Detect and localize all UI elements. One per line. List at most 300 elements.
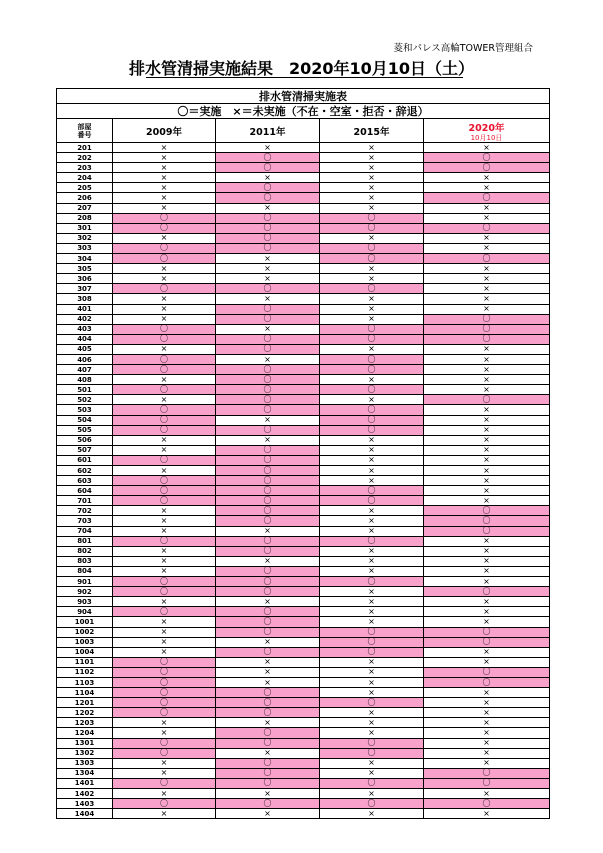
not-done-mark: ×	[483, 596, 490, 606]
status-done-cell	[113, 324, 216, 334]
status-not-done-cell	[113, 163, 216, 173]
room-number: 702	[57, 506, 113, 516]
table-row	[57, 637, 550, 647]
status-not-done-cell	[424, 809, 550, 819]
room-number: 1102	[57, 667, 113, 677]
done-mark: 〇	[263, 647, 272, 657]
status-not-done-cell	[320, 506, 424, 516]
not-done-mark: ×	[160, 516, 168, 526]
not-done-mark: ×	[483, 344, 490, 354]
done-mark: 〇	[263, 374, 272, 384]
status-not-done-cell	[424, 708, 550, 718]
done-mark: 〇	[263, 768, 272, 778]
status-not-done-cell	[320, 667, 424, 677]
room-number: 507	[57, 445, 113, 455]
room-number: 602	[57, 466, 113, 476]
status-not-done-cell	[216, 667, 320, 677]
not-done-mark: ×	[483, 304, 490, 314]
done-mark: 〇	[482, 586, 491, 596]
not-done-mark: ×	[264, 324, 271, 334]
not-done-mark: ×	[264, 657, 271, 667]
done-mark: 〇	[367, 627, 376, 637]
status-done-cell	[216, 627, 320, 637]
not-done-mark: ×	[160, 142, 168, 152]
status-not-done-cell	[320, 597, 424, 607]
status-not-done-cell	[424, 466, 550, 476]
done-mark: 〇	[160, 324, 168, 334]
status-done-cell	[320, 799, 424, 809]
room-number: 501	[57, 385, 113, 395]
status-done-cell	[216, 496, 320, 506]
status-done-cell	[113, 365, 216, 375]
room-number: 506	[57, 435, 113, 445]
room-number: 1301	[57, 738, 113, 748]
status-done-cell	[424, 637, 550, 647]
done-mark: 〇	[367, 354, 376, 364]
done-mark: 〇	[482, 526, 491, 536]
not-done-mark: ×	[368, 445, 375, 455]
not-done-mark: ×	[368, 374, 375, 384]
table-row	[57, 183, 550, 193]
table-row	[57, 143, 550, 153]
room-number: 203	[57, 163, 113, 173]
status-not-done-cell	[424, 344, 550, 354]
status-done-cell	[113, 254, 216, 264]
status-done-cell	[113, 667, 216, 677]
table-row	[57, 789, 550, 799]
done-mark: 〇	[160, 798, 168, 808]
not-done-mark: ×	[483, 808, 490, 818]
status-not-done-cell	[113, 809, 216, 819]
done-mark: 〇	[263, 616, 272, 626]
status-not-done-cell	[424, 243, 550, 253]
done-mark: 〇	[160, 738, 168, 748]
done-mark: 〇	[263, 404, 272, 414]
status-not-done-cell	[113, 758, 216, 768]
not-done-mark: ×	[483, 283, 490, 293]
room-number: 1002	[57, 627, 113, 637]
status-done-cell	[216, 365, 320, 375]
status-done-cell	[216, 405, 320, 415]
done-mark: 〇	[263, 697, 272, 707]
table-row	[57, 294, 550, 304]
status-not-done-cell	[113, 375, 216, 385]
done-mark: 〇	[367, 243, 376, 253]
room-number: 904	[57, 607, 113, 617]
status-done-cell	[113, 607, 216, 617]
room-number: 1103	[57, 677, 113, 687]
room-number: 901	[57, 577, 113, 587]
status-done-cell	[320, 213, 424, 223]
not-done-mark: ×	[368, 394, 375, 404]
done-mark: 〇	[367, 778, 376, 788]
not-done-mark: ×	[368, 606, 375, 616]
not-done-mark: ×	[264, 667, 271, 677]
status-done-cell	[320, 223, 424, 233]
status-done-cell	[216, 698, 320, 708]
done-mark: 〇	[263, 727, 272, 737]
table-row	[57, 809, 550, 819]
status-done-cell	[113, 799, 216, 809]
room-number: 502	[57, 395, 113, 405]
not-done-mark: ×	[483, 576, 490, 586]
status-not-done-cell	[113, 546, 216, 556]
status-not-done-cell	[113, 768, 216, 778]
not-done-mark: ×	[368, 546, 375, 556]
not-done-mark: ×	[483, 758, 490, 768]
room-number: 307	[57, 284, 113, 294]
not-done-mark: ×	[264, 203, 271, 213]
room-number: 1303	[57, 758, 113, 768]
not-done-mark: ×	[368, 788, 375, 798]
status-not-done-cell	[113, 627, 216, 637]
status-not-done-cell	[320, 566, 424, 576]
status-not-done-cell	[320, 809, 424, 819]
status-not-done-cell	[216, 809, 320, 819]
status-not-done-cell	[320, 203, 424, 213]
status-not-done-cell	[424, 748, 550, 758]
status-done-cell	[216, 587, 320, 597]
done-mark: 〇	[263, 758, 272, 768]
done-mark: 〇	[263, 334, 272, 344]
room-number: 403	[57, 324, 113, 334]
not-done-mark: ×	[160, 616, 168, 626]
done-mark: 〇	[482, 677, 491, 687]
room-number: 405	[57, 344, 113, 354]
not-done-mark: ×	[160, 394, 168, 404]
status-done-cell	[424, 667, 550, 677]
status-done-cell	[320, 778, 424, 788]
status-done-cell	[113, 577, 216, 587]
done-mark: 〇	[367, 364, 376, 374]
not-done-mark: ×	[160, 566, 168, 576]
table-row	[57, 264, 550, 274]
table-row	[57, 153, 550, 163]
table-row	[57, 193, 550, 203]
status-done-cell	[320, 284, 424, 294]
table-row	[57, 395, 550, 405]
status-not-done-cell	[113, 789, 216, 799]
done-mark: 〇	[263, 536, 272, 546]
status-done-cell	[424, 395, 550, 405]
done-mark: 〇	[263, 193, 272, 203]
not-done-mark: ×	[368, 293, 375, 303]
not-done-mark: ×	[160, 637, 168, 647]
table-row	[57, 768, 550, 778]
not-done-mark: ×	[483, 697, 490, 707]
table-row	[57, 354, 550, 364]
room-number: 208	[57, 213, 113, 223]
not-done-mark: ×	[483, 738, 490, 748]
done-mark: 〇	[482, 324, 491, 334]
table-row	[57, 314, 550, 324]
not-done-mark: ×	[368, 616, 375, 626]
status-not-done-cell	[320, 435, 424, 445]
done-mark: 〇	[367, 576, 376, 586]
not-done-mark: ×	[368, 142, 375, 152]
room-number: 801	[57, 536, 113, 546]
status-done-cell	[113, 385, 216, 395]
done-mark: 〇	[263, 465, 272, 475]
status-done-cell	[424, 314, 550, 324]
status-not-done-cell	[216, 526, 320, 536]
not-done-mark: ×	[483, 263, 490, 273]
status-done-cell	[424, 223, 550, 233]
not-done-mark: ×	[483, 203, 490, 213]
status-done-cell	[424, 193, 550, 203]
done-mark: 〇	[482, 798, 491, 808]
status-done-cell	[113, 708, 216, 718]
not-done-mark: ×	[160, 627, 168, 637]
status-done-cell	[216, 314, 320, 324]
room-number: 1004	[57, 647, 113, 657]
status-not-done-cell	[216, 637, 320, 647]
room-number: 202	[57, 153, 113, 163]
table-row	[57, 425, 550, 435]
status-done-cell	[216, 304, 320, 314]
status-done-cell	[113, 415, 216, 425]
not-done-mark: ×	[483, 435, 490, 445]
not-done-mark: ×	[160, 304, 168, 314]
not-done-mark: ×	[160, 505, 168, 515]
column-header-2015: 2015年	[320, 119, 424, 143]
status-done-cell	[113, 688, 216, 698]
status-done-cell	[320, 536, 424, 546]
status-done-cell	[216, 476, 320, 486]
done-mark: 〇	[160, 697, 168, 707]
column-header-2009: 2009年	[113, 119, 216, 143]
table-row	[57, 526, 550, 536]
column-header-2011: 2011年	[216, 119, 320, 143]
not-done-mark: ×	[483, 425, 490, 435]
status-not-done-cell	[424, 476, 550, 486]
not-done-mark: ×	[368, 808, 375, 818]
room-number: 802	[57, 546, 113, 556]
done-mark: 〇	[263, 394, 272, 404]
room-number: 804	[57, 566, 113, 576]
table-row	[57, 799, 550, 809]
room-number: 503	[57, 405, 113, 415]
done-mark: 〇	[482, 253, 491, 263]
not-done-mark: ×	[483, 495, 490, 505]
status-not-done-cell	[424, 566, 550, 576]
status-not-done-cell	[424, 445, 550, 455]
not-done-mark: ×	[160, 172, 168, 182]
status-done-cell	[216, 708, 320, 718]
not-done-mark: ×	[160, 465, 168, 475]
not-done-mark: ×	[160, 182, 168, 192]
status-not-done-cell	[216, 274, 320, 284]
status-not-done-cell	[424, 173, 550, 183]
not-done-mark: ×	[264, 556, 271, 566]
not-done-mark: ×	[483, 717, 490, 727]
not-done-mark: ×	[483, 536, 490, 546]
room-number: 1304	[57, 768, 113, 778]
table-row	[57, 213, 550, 223]
table-row	[57, 617, 550, 627]
not-done-mark: ×	[368, 162, 375, 172]
not-done-mark: ×	[160, 647, 168, 657]
status-not-done-cell	[113, 294, 216, 304]
done-mark: 〇	[367, 334, 376, 344]
not-done-mark: ×	[483, 415, 490, 425]
not-done-mark: ×	[368, 556, 375, 566]
table-row	[57, 556, 550, 566]
status-not-done-cell	[320, 173, 424, 183]
status-done-cell	[216, 799, 320, 809]
status-done-cell	[113, 738, 216, 748]
status-not-done-cell	[216, 203, 320, 213]
not-done-mark: ×	[160, 556, 168, 566]
status-not-done-cell	[113, 526, 216, 536]
room-number: 302	[57, 233, 113, 243]
status-done-cell	[216, 385, 320, 395]
status-not-done-cell	[424, 758, 550, 768]
not-done-mark: ×	[368, 505, 375, 515]
room-number: 603	[57, 476, 113, 486]
status-not-done-cell	[424, 213, 550, 223]
done-mark: 〇	[263, 566, 272, 576]
room-number: 1204	[57, 728, 113, 738]
column-header-2020-date: 10月10日	[470, 133, 503, 142]
status-not-done-cell	[424, 496, 550, 506]
status-done-cell	[216, 516, 320, 526]
status-done-cell	[424, 516, 550, 526]
status-not-done-cell	[113, 193, 216, 203]
not-done-mark: ×	[483, 364, 490, 374]
status-done-cell	[113, 425, 216, 435]
status-not-done-cell	[424, 556, 550, 566]
done-mark: 〇	[482, 516, 491, 526]
table-row	[57, 667, 550, 677]
done-mark: 〇	[160, 677, 168, 687]
table-row	[57, 203, 550, 213]
done-mark: 〇	[263, 182, 272, 192]
done-mark: 〇	[160, 425, 168, 435]
status-done-cell	[216, 768, 320, 778]
done-mark: 〇	[367, 647, 376, 657]
not-done-mark: ×	[264, 293, 271, 303]
not-done-mark: ×	[483, 142, 490, 152]
status-not-done-cell	[216, 143, 320, 153]
status-done-cell	[113, 476, 216, 486]
not-done-mark: ×	[483, 273, 490, 283]
status-done-cell	[216, 688, 320, 698]
not-done-mark: ×	[483, 404, 490, 414]
not-done-mark: ×	[264, 748, 271, 758]
done-mark: 〇	[367, 495, 376, 505]
status-not-done-cell	[216, 556, 320, 566]
status-done-cell	[216, 334, 320, 344]
done-mark: 〇	[482, 152, 491, 162]
done-mark: 〇	[263, 344, 272, 354]
status-done-cell	[216, 395, 320, 405]
not-done-mark: ×	[483, 485, 490, 495]
done-mark: 〇	[160, 283, 168, 293]
done-mark: 〇	[263, 283, 272, 293]
status-done-cell	[424, 324, 550, 334]
status-not-done-cell	[113, 314, 216, 324]
status-done-cell	[320, 243, 424, 253]
status-not-done-cell	[424, 738, 550, 748]
done-mark: 〇	[160, 707, 168, 717]
not-done-mark: ×	[368, 172, 375, 182]
not-done-mark: ×	[368, 758, 375, 768]
page-title: 排水管清掃実施結果 2020年10月10日（土）	[128, 59, 475, 78]
status-not-done-cell	[113, 203, 216, 213]
status-done-cell	[216, 233, 320, 243]
not-done-mark: ×	[160, 152, 168, 162]
not-done-mark: ×	[160, 808, 168, 818]
status-not-done-cell	[320, 546, 424, 556]
done-mark: 〇	[263, 505, 272, 515]
table-row	[57, 688, 550, 698]
status-not-done-cell	[216, 264, 320, 274]
status-not-done-cell	[424, 415, 550, 425]
status-not-done-cell	[113, 344, 216, 354]
room-number: 1203	[57, 718, 113, 728]
done-mark: 〇	[367, 738, 376, 748]
not-done-mark: ×	[160, 788, 168, 798]
not-done-mark: ×	[483, 172, 490, 182]
status-not-done-cell	[320, 758, 424, 768]
status-done-cell	[113, 778, 216, 788]
status-done-cell	[320, 254, 424, 264]
not-done-mark: ×	[160, 273, 168, 283]
status-done-cell	[320, 385, 424, 395]
done-mark: 〇	[160, 778, 168, 788]
status-not-done-cell	[424, 405, 550, 415]
status-not-done-cell	[320, 466, 424, 476]
table-row	[57, 415, 550, 425]
done-mark: 〇	[482, 314, 491, 324]
not-done-mark: ×	[160, 717, 168, 727]
not-done-mark: ×	[368, 273, 375, 283]
status-not-done-cell	[424, 294, 550, 304]
room-number: 1401	[57, 778, 113, 788]
table-row	[57, 324, 550, 334]
status-done-cell	[113, 243, 216, 253]
not-done-mark: ×	[368, 455, 375, 465]
table-title: 排水管清掃実施表	[57, 89, 550, 104]
done-mark: 〇	[160, 606, 168, 616]
status-not-done-cell	[216, 677, 320, 687]
done-mark: 〇	[160, 748, 168, 758]
status-done-cell	[216, 728, 320, 738]
done-mark: 〇	[367, 223, 376, 233]
done-mark: 〇	[263, 304, 272, 314]
not-done-mark: ×	[160, 435, 168, 445]
not-done-mark: ×	[483, 213, 490, 223]
status-done-cell	[424, 254, 550, 264]
status-not-done-cell	[424, 365, 550, 375]
room-number: 1003	[57, 637, 113, 647]
done-mark: 〇	[263, 576, 272, 586]
not-done-mark: ×	[483, 455, 490, 465]
status-done-cell	[113, 536, 216, 546]
status-done-cell	[216, 193, 320, 203]
not-done-mark: ×	[264, 637, 271, 647]
table-row	[57, 758, 550, 768]
cleaning-results-table	[56, 88, 550, 819]
table-row	[57, 254, 550, 264]
status-not-done-cell	[113, 304, 216, 314]
status-not-done-cell	[113, 183, 216, 193]
not-done-mark: ×	[483, 475, 490, 485]
not-done-mark: ×	[160, 374, 168, 384]
done-mark: 〇	[160, 384, 168, 394]
done-mark: 〇	[482, 667, 491, 677]
